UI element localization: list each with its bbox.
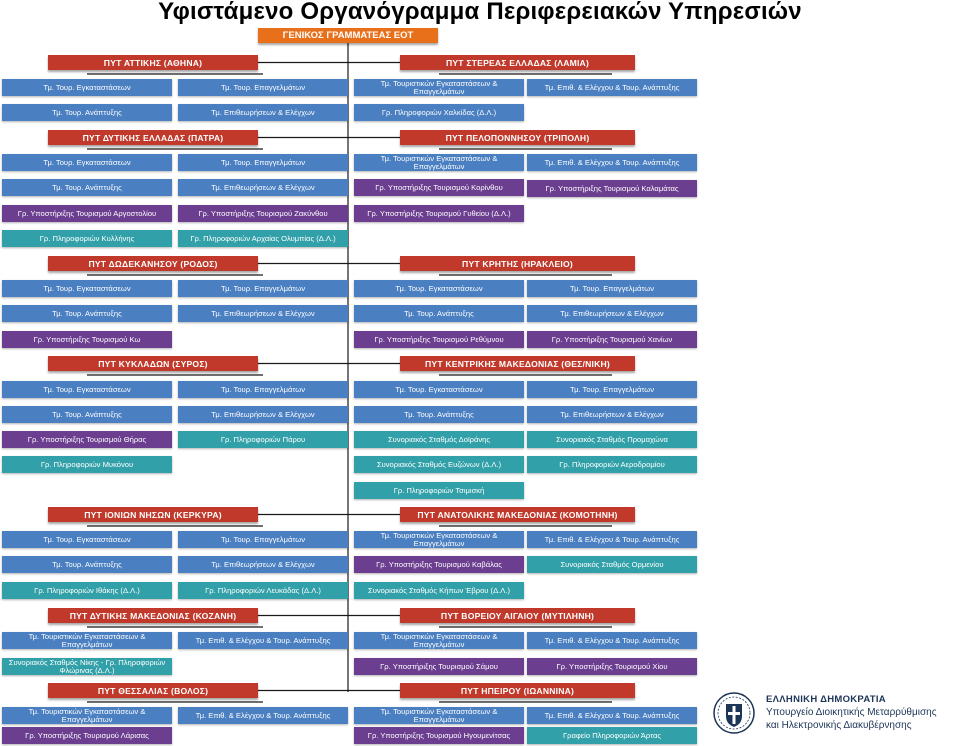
department-box: Τμ. Επιθ. & Ελέγχου & Τουρ. Ανάπτυξης bbox=[178, 707, 348, 724]
department-box: Τμ. Τουρ. Εγκαταστάσεων bbox=[354, 381, 524, 398]
support-office-box: Γρ. Υποστήριξης Τουρισμού Καβάλας bbox=[354, 556, 524, 573]
unit-header-6: ΠΥΤ ΚΡΗΤΗΣ (ΗΡΑΚΛΕΙΟ) bbox=[400, 256, 635, 271]
department-box: Τμ. Επιθεωρήσεων & Ελέγχων bbox=[527, 305, 697, 322]
general-secretary-box: ΓΕΝΙΚΟΣ ΓΡΑΜΜΑΤΕΑΣ ΕΟΤ bbox=[258, 28, 438, 43]
info-office-box: Γρ. Πληροφοριών Πάρου bbox=[178, 431, 348, 448]
department-box: Τμ. Τουριστικών Εγκαταστάσεων & Επαγγελμάτων bbox=[354, 707, 524, 724]
support-office-box: Γρ. Υποστήριξης Τουρισμού Καλαμάτας bbox=[527, 180, 697, 197]
support-office-box: Γρ. Υποστήριξης Τουρισμού Σάμου bbox=[354, 658, 524, 675]
unit-header-11: ΠΥΤ ΔΥΤΙΚΗΣ ΜΑΚΕΔΟΝΙΑΣ (ΚΟΖΑΝΗ) bbox=[48, 608, 258, 623]
unit-header-5: ΠΥΤ ΔΩΔΕΚΑΝΗΣΟΥ (ΡΟΔΟΣ) bbox=[48, 256, 258, 271]
department-box: Τμ. Επιθ. & Ελέγχου & Τουρ. Ανάπτυξης bbox=[178, 632, 348, 649]
support-office-box: Γρ. Υποστήριξης Τουρισμού Αργοστολίου bbox=[2, 205, 172, 222]
department-box: Τμ. Επιθ. & Ελέγχου & Τουρ. Ανάπτυξης bbox=[527, 154, 697, 171]
support-office-box: Γρ. Υποστήριξης Τουρισμού Ζακύνθου bbox=[178, 205, 348, 222]
info-office-box: Γρ. Πληροφοριών Τσιμισκή bbox=[354, 482, 524, 499]
unit-header-3: ΠΥΤ ΔΥΤΙΚΗΣ ΕΛΛΑΔΑΣ (ΠΑΤΡΑ) bbox=[48, 130, 258, 145]
greek-emblem-icon bbox=[712, 690, 756, 736]
department-box: Τμ. Τουρ. Ανάπτυξης bbox=[354, 305, 524, 322]
support-office-box: Γρ. Υποστήριξης Τουρισμού Χίου bbox=[527, 658, 697, 675]
department-box: Τμ. Τουρ. Εγκαταστάσεων bbox=[354, 280, 524, 297]
department-box: Τμ. Επιθ. & Ελέγχου & Τουρ. Ανάπτυξης bbox=[527, 707, 697, 724]
unit-header-4: ΠΥΤ ΠΕΛΟΠΟΝΝΗΣΟΥ (ΤΡΙΠΟΛΗ) bbox=[400, 130, 635, 145]
support-office-box: Γρ. Υποστήριξης Τουρισμού Ρεθύμνου bbox=[354, 331, 524, 348]
support-office-box: Γρ. Υποστήριξης Τουρισμού Χανίων bbox=[527, 331, 697, 348]
department-box: Τμ. Επιθ. & Ελέγχου & Τουρ. Ανάπτυξης bbox=[527, 79, 697, 96]
department-box: Τμ. Επιθεωρήσεων & Ελέγχων bbox=[178, 305, 348, 322]
department-box: Τμ. Τουρ. Εγκαταστάσεων bbox=[2, 154, 172, 171]
info-office-box: Συνοριακός Σταθμός Κήπων Έβρου (Δ.Λ.) bbox=[354, 582, 524, 599]
department-box: Τμ. Επιθεωρήσεων & Ελέγχων bbox=[178, 104, 348, 121]
department-box: Τμ. Τουρ. Ανάπτυξης bbox=[2, 179, 172, 196]
department-box: Τμ. Τουρ. Ανάπτυξης bbox=[2, 406, 172, 423]
department-box: Τμ. Τουρ. Επαγγελμάτων bbox=[178, 280, 348, 297]
department-box: Τμ. Τουριστικών Εγκαταστάσεων & Επαγγελμάτων bbox=[354, 632, 524, 649]
info-office-box: Συνοριακός Σταθμός Ορμενίου bbox=[527, 556, 697, 573]
department-box: Τμ. Τουρ. Ανάπτυξης bbox=[2, 305, 172, 322]
department-box: Τμ. Τουρ. Εγκαταστάσεων bbox=[2, 79, 172, 96]
info-office-box: Γρ. Πληροφοριών Μυκόνου bbox=[2, 456, 172, 473]
info-office-box: Γραφείο Πληροφοριών Άρτας bbox=[527, 727, 697, 744]
info-office-box: Συνοριακός Σταθμός Ευζώνων (Δ.Λ.) bbox=[354, 456, 524, 473]
department-box: Τμ. Τουρ. Επαγγελμάτων bbox=[178, 381, 348, 398]
unit-header-13: ΠΥΤ ΘΕΣΣΑΛΙΑΣ (ΒΟΛΟΣ) bbox=[48, 683, 258, 698]
unit-header-9: ΠΥΤ ΙΟΝΙΩΝ ΝΗΣΩΝ (ΚΕΡΚΥΡΑ) bbox=[48, 507, 258, 522]
department-box: Τμ. Επιθεωρήσεων & Ελέγχων bbox=[178, 406, 348, 423]
unit-header-14: ΠΥΤ ΗΠΕΙΡΟΥ (ΙΩΑΝΝΙΝΑ) bbox=[400, 683, 635, 698]
support-office-box: Γρ. Υποστήριξης Τουρισμού Κω bbox=[2, 331, 172, 348]
department-box: Τμ. Τουρ. Ανάπτυξης bbox=[354, 406, 524, 423]
department-box: Τμ. Τουρ. Επαγγελμάτων bbox=[178, 79, 348, 96]
unit-header-12: ΠΥΤ ΒΟΡΕΙΟΥ ΑΙΓΑΙΟΥ (ΜΥΤΙΛΗΝΗ) bbox=[400, 608, 635, 623]
unit-header-8: ΠΥΤ ΚΕΝΤΡΙΚΗΣ ΜΑΚΕΔΟΝΙΑΣ (ΘΕΣ/ΝΙΚΗ) bbox=[400, 356, 635, 371]
department-box: Τμ. Επιθ. & Ελέγχου & Τουρ. Ανάπτυξης bbox=[527, 531, 697, 548]
department-box: Τμ. Τουριστικών Εγκαταστάσεων & Επαγγελμάτων bbox=[354, 531, 524, 548]
info-office-box: Γρ. Πληροφοριών Ιθάκης (Δ.Λ.) bbox=[2, 582, 172, 599]
unit-header-2: ΠΥΤ ΣΤΕΡΕΑΣ ΕΛΛΑΔΑΣ (ΛΑΜΙΑ) bbox=[400, 55, 635, 70]
department-box: Τμ. Τουρ. Επαγγελμάτων bbox=[527, 280, 697, 297]
department-box: Τμ. Τουριστικών Εγκαταστάσεων & Επαγγελμάτων bbox=[354, 154, 524, 171]
department-box: Τμ. Τουρ. Επαγγελμάτων bbox=[527, 381, 697, 398]
department-box: Τμ. Επιθεωρήσεων & Ελέγχων bbox=[527, 406, 697, 423]
department-box: Τμ. Τουρ. Ανάπτυξης bbox=[2, 104, 172, 121]
support-office-box: Γρ. Υποστήριξης Τουρισμού Θήρας bbox=[2, 431, 172, 448]
department-box: Τμ. Τουριστικών Εγκαταστάσεων & Επαγγελμάτων bbox=[354, 79, 524, 96]
department-box: Γρ. Πληροφοριών Χαλκίδας (Δ.Λ.) bbox=[354, 104, 524, 121]
unit-header-10: ΠΥΤ ΑΝΑΤΟΛΙΚΗΣ ΜΑΚΕΔΟΝΙΑΣ (ΚΟΜΟΤΗΝΗ) bbox=[400, 507, 635, 522]
support-office-box: Γρ. Υποστήριξης Τουρισμού Γυθείου (Δ.Λ.) bbox=[354, 205, 524, 222]
department-box: Τμ. Τουρ. Επαγγελμάτων bbox=[178, 154, 348, 171]
department-box: Τμ. Τουρ. Εγκαταστάσεων bbox=[2, 531, 172, 548]
support-office-box: Γρ. Υποστήριξης Τουρισμού Λάρισας bbox=[2, 727, 172, 744]
info-office-box: Γρ. Πληροφοριών Λευκάδας (Δ.Λ.) bbox=[178, 582, 348, 599]
info-office-box: Συνοριακός Σταθμός Προμαχώνα bbox=[527, 431, 697, 448]
logo-line-2: Υπουργείο Διοικητικής Μεταρρύθμισης bbox=[766, 707, 937, 718]
department-box: Τμ. Τουρ. Επαγγελμάτων bbox=[178, 531, 348, 548]
support-office-box: Γρ. Υποστήριξης Τουρισμού Ηγουμενίτσας bbox=[354, 727, 524, 744]
info-office-box: Συνοριακός Σταθμός Δοϊράνης bbox=[354, 431, 524, 448]
support-office-box: Γρ. Υποστήριξης Τουρισμού Κορίνθου bbox=[354, 179, 524, 196]
info-office-box: Γρ. Πληροφοριών Κυλλήνης bbox=[2, 230, 172, 247]
info-office-box: Γρ. Πληροφοριών Αρχαίας Ολυμπίας (Δ.Λ.) bbox=[178, 230, 348, 247]
unit-header-7: ΠΥΤ ΚΥΚΛΑΔΩΝ (ΣΥΡΟΣ) bbox=[48, 356, 258, 371]
info-office-box: Γρ. Πληροφοριών Αεροδρομίου bbox=[527, 456, 697, 473]
department-box: Τμ. Τουριστικών Εγκαταστάσεων & Επαγγελμάτων bbox=[2, 707, 172, 724]
department-box: Τμ. Επιθεωρήσεων & Ελέγχων bbox=[178, 179, 348, 196]
department-box: Τμ. Τουρ. Εγκαταστάσεων bbox=[2, 280, 172, 297]
page-title: Υφιστάμενο Οργανόγραμμα Περιφερειακών Υπηρεσιών bbox=[158, 0, 802, 25]
department-box: Τμ. Επιθεωρήσεων & Ελέγχων bbox=[178, 556, 348, 573]
department-box: Τμ. Τουρ. Εγκαταστάσεων bbox=[2, 381, 172, 398]
logo-line-3: και Ηλεκτρονικής Διακυβέρνησης bbox=[766, 720, 912, 731]
logo-line-1: ΕΛΛΗΝΙΚΗ ΔΗΜΟΚΡΑΤΙΑ bbox=[766, 694, 886, 705]
info-office-box: Συνοριακός Σταθμός Νίκης - Γρ. Πληροφοριών Φλώρινας (Δ.Λ.) bbox=[2, 658, 172, 675]
department-box: Τμ. Τουρ. Ανάπτυξης bbox=[2, 556, 172, 573]
unit-header-1: ΠΥΤ ΑΤΤΙΚΗΣ (ΑΘΗΝΑ) bbox=[48, 55, 258, 70]
department-box: Τμ. Τουριστικών Εγκαταστάσεων & Επαγγελμάτων bbox=[2, 632, 172, 649]
department-box: Τμ. Επιθ. & Ελέγχου & Τουρ. Ανάπτυξης bbox=[527, 632, 697, 649]
ministry-logo bbox=[706, 690, 960, 740]
